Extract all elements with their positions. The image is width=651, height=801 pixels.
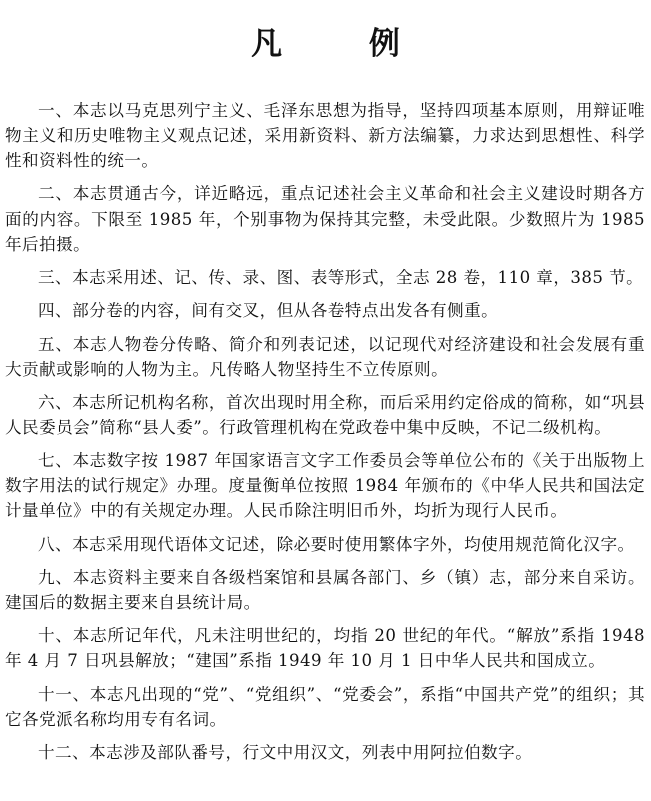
guideline-paragraph-5: 五、本志人物卷分传略、简介和列表记述，以记现代对经济建设和社会发展有重大贡献或影响的人物为主。凡传略人物坚持生不立传原则。: [5, 334, 645, 379]
guideline-paragraph-1: 一、本志以马克思列宁主义、毛泽东思想为指导，坚持四项基本原则，用辩证唯物主义和历史唯物主义观点记述，采用新资料、新方法编纂，力求达到思想性、科学性和资料性的统一。: [5, 101, 645, 171]
guideline-paragraph-7: 七、本志数字按 1987 年国家语言文字工作委员会等单位公布的《关于出版物上数字用法的试行规定》办理。度量衡单位按照 1984 年颁布的《中华人民共和国法定计量单位》中的有关规定办理。人民币除注明旧币外，均折为现行人民币。: [5, 451, 645, 521]
guideline-paragraph-4: 四、部分卷的内容，间有交叉，但从各卷特点出发各有侧重。: [38, 301, 499, 321]
guideline-paragraph-2: 二、本志贯通古今，详近略远，重点记述社会主义革命和社会主义建设时期各方面的内容。下限至 1985 年，个别事物为保持其完整，未受此限。少数照片为 1985 年后拍摄。: [5, 184, 645, 254]
guideline-paragraph-6: 六、本志所记机构名称，首次出现时用全称，而后采用约定俗成的简称，如“巩县人民委员会”简称“县人委”。行政管理机构在党政卷中集中反映，不记二级机构。: [5, 392, 645, 437]
guidelines-body: [5, 98, 645, 773]
guideline-paragraph-10: 十、本志所记年代，凡未注明世纪的，均指 20 世纪的年代。“解放”系指 1948 年 4 月 7 日巩县解放；“建国”系指 1949 年 10 月 1 日中华人民共和国成立。: [5, 626, 645, 671]
guideline-paragraph-8: 八、本志采用现代语体文记述，除必要时使用繁体字外，均使用规范简化汉字。: [38, 534, 635, 554]
page-title: 凡 例: [251, 26, 438, 62]
guideline-paragraph-11: 十一、本志凡出现的“党”、“党组织”、“党委会”，系指“中国共产党”的组织；其它各党派名称均用专有名词。: [5, 684, 645, 729]
guideline-paragraph-3: 三、本志采用述、记、传、录、图、表等形式，全志 28 卷，110 章，385 节。: [38, 267, 644, 287]
guideline-paragraph-9: 九、本志资料主要来自各级档案馆和县属各部门、乡（镇）志，部分来自采访。建国后的数据主要来自县统计局。: [5, 568, 645, 613]
guideline-paragraph-12: 十二、本志涉及部队番号，行文中用汉文，列表中用阿拉伯数字。: [38, 743, 533, 763]
